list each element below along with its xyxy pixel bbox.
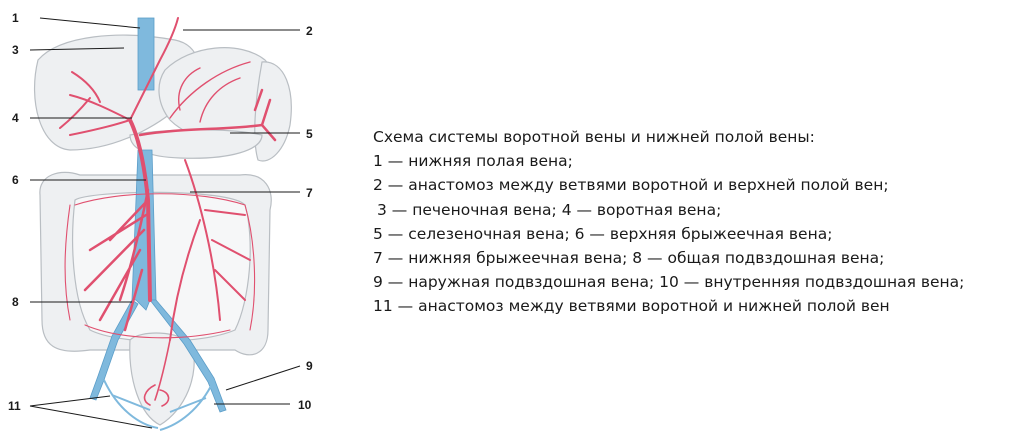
label-10: 10 <box>298 398 312 412</box>
leader-line-9 <box>226 366 300 390</box>
legend-item-4: 5 — селезеночная вена; 6 — верхняя брыжеечная вена; <box>373 224 833 243</box>
leader-line-1 <box>40 18 140 28</box>
leader-line-11a <box>30 396 110 406</box>
label-3: 3 <box>12 43 19 57</box>
label-11: 11 <box>8 399 21 413</box>
legend-item-3: 3 — печеночная вена; 4 — воротная вена; <box>377 200 722 219</box>
anatomy-diagram <box>0 0 330 446</box>
label-9: 9 <box>306 359 313 373</box>
label-8: 8 <box>12 295 19 309</box>
legend-item-5: 7 — нижняя брыжеечная вена; 8 — общая подвздошная вена; <box>373 249 885 268</box>
legend <box>373 125 1013 319</box>
label-7: 7 <box>306 186 313 200</box>
label-4: 4 <box>12 111 19 125</box>
label-5: 5 <box>306 127 313 141</box>
legend-item-2: 2 — анастомоз между ветвями воротной и верхней полой вен; <box>373 176 889 195</box>
legend-item-1: 1 — нижняя полая вена; <box>373 152 573 171</box>
spleen-shape <box>255 62 291 161</box>
label-2: 2 <box>306 24 313 38</box>
legend-title: Схема системы воротной вены и нижней полой вены: <box>373 128 815 146</box>
label-6: 6 <box>12 173 19 187</box>
vena-cava-upper <box>138 18 154 90</box>
label-1: 1 <box>12 11 19 25</box>
legend-item-6: 9 — наружная подвздошная вена; 10 — внутренняя подвздошная вена; <box>373 273 965 292</box>
legend-item-7: 11 — анастомоз между ветвями воротной и нижней полой вен <box>373 297 890 316</box>
organs <box>35 35 292 425</box>
